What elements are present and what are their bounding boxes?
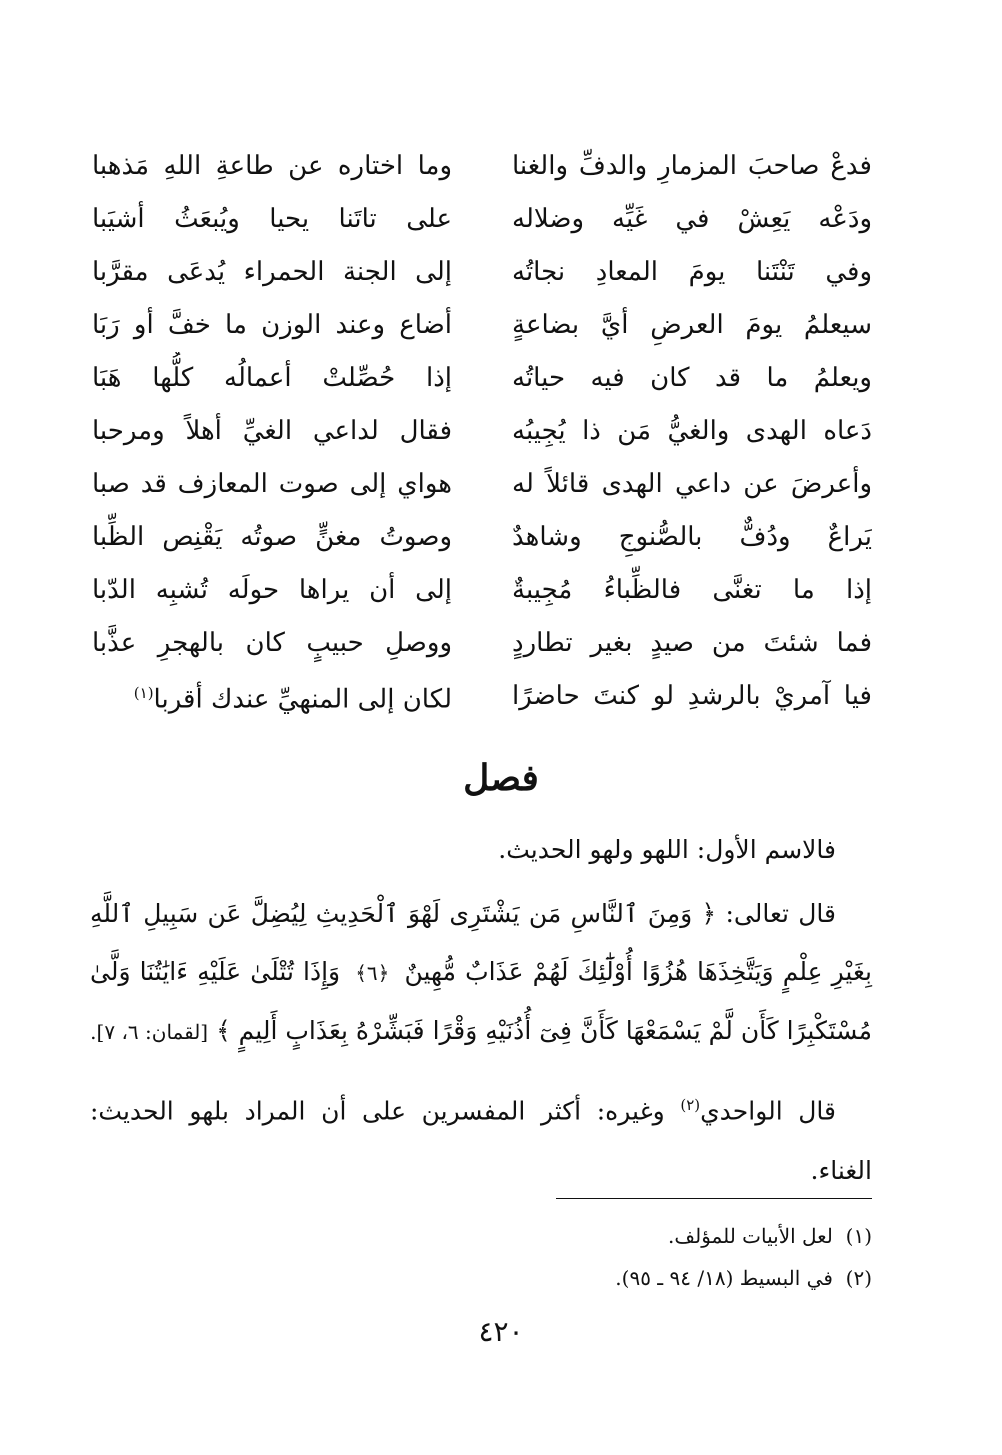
verse-second-hemistich: إذا حُصِّلتْ أعمالُه كلُّها هَبَا — [92, 363, 452, 393]
section-heading: فصل — [463, 757, 539, 799]
verse-second-hemistich: هواي إلى صوت المعازف قد صبا — [92, 469, 452, 499]
verse-first-hemistich: إذا ما تغنَّى فالظِّباءُ مُجِيبةٌ — [512, 575, 872, 605]
verse-second-hemistich: فقال لداعي الغيِّ أهلاً ومرحبا — [92, 416, 452, 446]
poem-verse — [92, 193, 872, 246]
poem-verse — [92, 405, 872, 458]
verse-second-hemistich: أضاع وعند الوزن ما خفَّ أو رَبَا — [92, 310, 452, 340]
footnote-ref-1[interactable]: (١) — [133, 683, 154, 702]
poem-verse — [92, 670, 872, 723]
verse-first-hemistich: دَعاه الهدى والغيُّ مَن ذا يُجِيبُه — [512, 416, 872, 446]
verse-first-hemistich: فدعْ صاحبَ المزمارِ والدفِّ والغنا — [512, 151, 872, 181]
verse-first-hemistich: وفي تَنْتَنا يومَ المعادِ نجاتُه — [512, 257, 872, 287]
poem-verse — [92, 352, 872, 405]
quran-verse-6: وَمِنَ ٱلنَّاسِ مَن يَشْتَرِى لَهْوَ ٱلْحَدِيثِ لِيُضِلَّ عَن سَبِيلِ ٱللَّهِ بِغَيْرِ عِلْمٍ وَيَتَّخِذَهَا هُزُوًا أُوْلَٰٓئِكَ لَهُمْ عَذَابٌ مُّهِينٌ — [90, 899, 872, 986]
quote-intro: قال تعالى: — [725, 899, 836, 928]
verse-first-hemistich: ويعلمُ ما قد كان فيه حياتُه — [512, 363, 872, 393]
verse-first-hemistich: وأعرضَ عن داعي الهدى قائلاً له — [512, 469, 872, 499]
verse-first-hemistich: فيا آمريْ بالرشدِ لو كنتَ حاضرًا — [512, 681, 872, 711]
footnote-number: (١) — [845, 1224, 872, 1248]
footnotes — [300, 1215, 872, 1299]
footnote-text: في البسيط (١٨/ ٩٤ ـ ٩٥). — [615, 1266, 833, 1290]
page-number: ٤٢٠ — [478, 1315, 524, 1348]
verse-second-hemistich — [92, 667, 452, 727]
paragraph-first-name — [90, 820, 872, 880]
verse-text: لكان إلى المنهيِّ عندك أقربا — [153, 684, 452, 715]
verse-second-hemistich: ووصلِ حبيبٍ كان بالهجرِ عذَّبا — [92, 628, 452, 658]
quran-close-bracket: ﴾ — [216, 1016, 231, 1045]
footnote-text: لعل الأبيات للمؤلف. — [668, 1224, 833, 1248]
quran-open-bracket: ﴿ — [701, 899, 717, 928]
poem-verse — [92, 617, 872, 670]
paragraph-text: قال الواحدي — [700, 1096, 837, 1126]
verse-second-hemistich: إلى الجنة الحمراء يُدعَى مقرَّبا — [92, 257, 452, 287]
verse-first-hemistich: ودَعْه يَعِشْ في غَيِّه وضلاله — [512, 204, 872, 234]
poem-verse — [92, 511, 872, 564]
poem-verse — [92, 299, 872, 352]
paragraph-wahidi — [90, 1075, 872, 1201]
poem-verse — [92, 246, 872, 299]
verse-second-hemistich: وصوتُ مغنٍّ صوتُه يَقْنِص الظِّبا — [92, 522, 452, 552]
paragraph-text: فالاسم الأول: اللهو ولهو الحديث. — [498, 835, 836, 864]
paragraph-quran-quote — [90, 885, 872, 1061]
quran-verse-7: وَإِذَا تُتْلَىٰ عَلَيْهِ ءَايَٰتُنَا وَلَّىٰ مُسْتَكْبِرًا كَأَن لَّمْ يَسْمَعْهَا كَأَنَّ فِىٓ أُذُنَيْهِ وَقْرًا فَبَشِّرْهُ بِعَذَابٍ أَلِيمٍ — [90, 957, 872, 1045]
poem-verse — [92, 458, 872, 511]
poem-verse — [92, 140, 872, 193]
verse-first-hemistich: سيعلمُ يومَ العرضِ أيَّ بضاعةٍ — [512, 310, 872, 340]
footnote — [300, 1215, 872, 1257]
verse-second-hemistich: إلى أن يراها حولَه تُشبِه الدّبا — [92, 575, 452, 605]
paragraph-text: وغيره: أكثر المفسرين على أن المراد بلهو الحديث: الغناء. — [90, 1096, 872, 1186]
verse-second-hemistich: وما اختاره عن طاعةِ اللهِ مَذهبا — [92, 151, 452, 181]
footnote-ref-2[interactable]: (٢) — [680, 1096, 701, 1114]
verse-first-hemistich: فما شئتَ من صيدٍ بغير تطاردٍ — [512, 628, 872, 658]
footnote-divider — [556, 1198, 872, 1199]
verse-first-hemistich: يَراعٌ ودُفٌّ بالصُّنوجِ وشاهدٌ — [512, 522, 872, 552]
footnote — [300, 1257, 872, 1299]
poem — [92, 140, 872, 723]
verse-second-hemistich: على تاتَنا يحيا ويُبعَثُ أشيَبا — [92, 204, 452, 234]
poem-verse — [92, 564, 872, 617]
footnote-number: (٢) — [845, 1266, 872, 1290]
surah-reference: [لقمان: ٦، ٧]. — [90, 1020, 209, 1044]
ayah-number-marker: ﴿٦﴾ — [355, 961, 390, 985]
